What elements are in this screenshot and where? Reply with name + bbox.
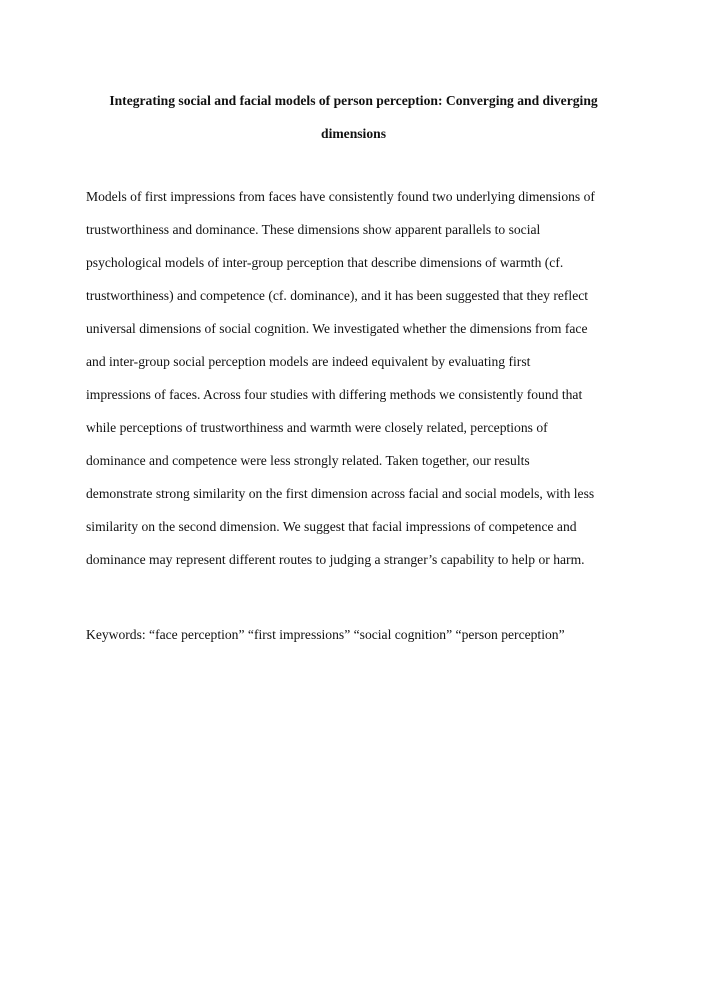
abstract-line: impressions of faces. Across four studies with differing methods we consistently found that [86, 387, 583, 402]
abstract-line: demonstrate strong similarity on the first dimension across facial and social models, with less [86, 486, 595, 501]
abstract-line: and inter-group social perception models are indeed equivalent by evaluating first [86, 354, 531, 369]
abstract-line: dominance may represent different routes to judging a stranger’s capability to help or harm. [86, 552, 585, 567]
abstract-line: trustworthiness) and competence (cf. dominance), and it has been suggested that they reflect [86, 288, 589, 303]
abstract-line: trustworthiness and dominance. These dimensions show apparent parallels to social [86, 222, 541, 237]
abstract-line: while perceptions of trustworthiness and warmth were closely related, perceptions of [86, 420, 548, 435]
title-line-1: Integrating social and facial models of person perception: Converging and diverging [109, 93, 598, 108]
title-line-2: dimensions [321, 126, 386, 141]
abstract-line: dominance and competence were less strongly related. Taken together, our results [86, 453, 530, 468]
abstract-line: psychological models of inter-group perception that describe dimensions of warmth (cf. [86, 255, 564, 270]
abstract [86, 180, 646, 576]
abstract-line: universal dimensions of social cognition. We investigated whether the dimensions from face [86, 321, 588, 336]
paper-title [60, 84, 647, 150]
abstract-line: similarity on the second dimension. We suggest that facial impressions of competence and [86, 519, 577, 534]
abstract-line: Models of first impressions from faces have consistently found two underlying dimensions of [86, 189, 595, 204]
keywords: Keywords: “face perception” “first impressions” “social cognition” “person perception” [86, 627, 565, 642]
